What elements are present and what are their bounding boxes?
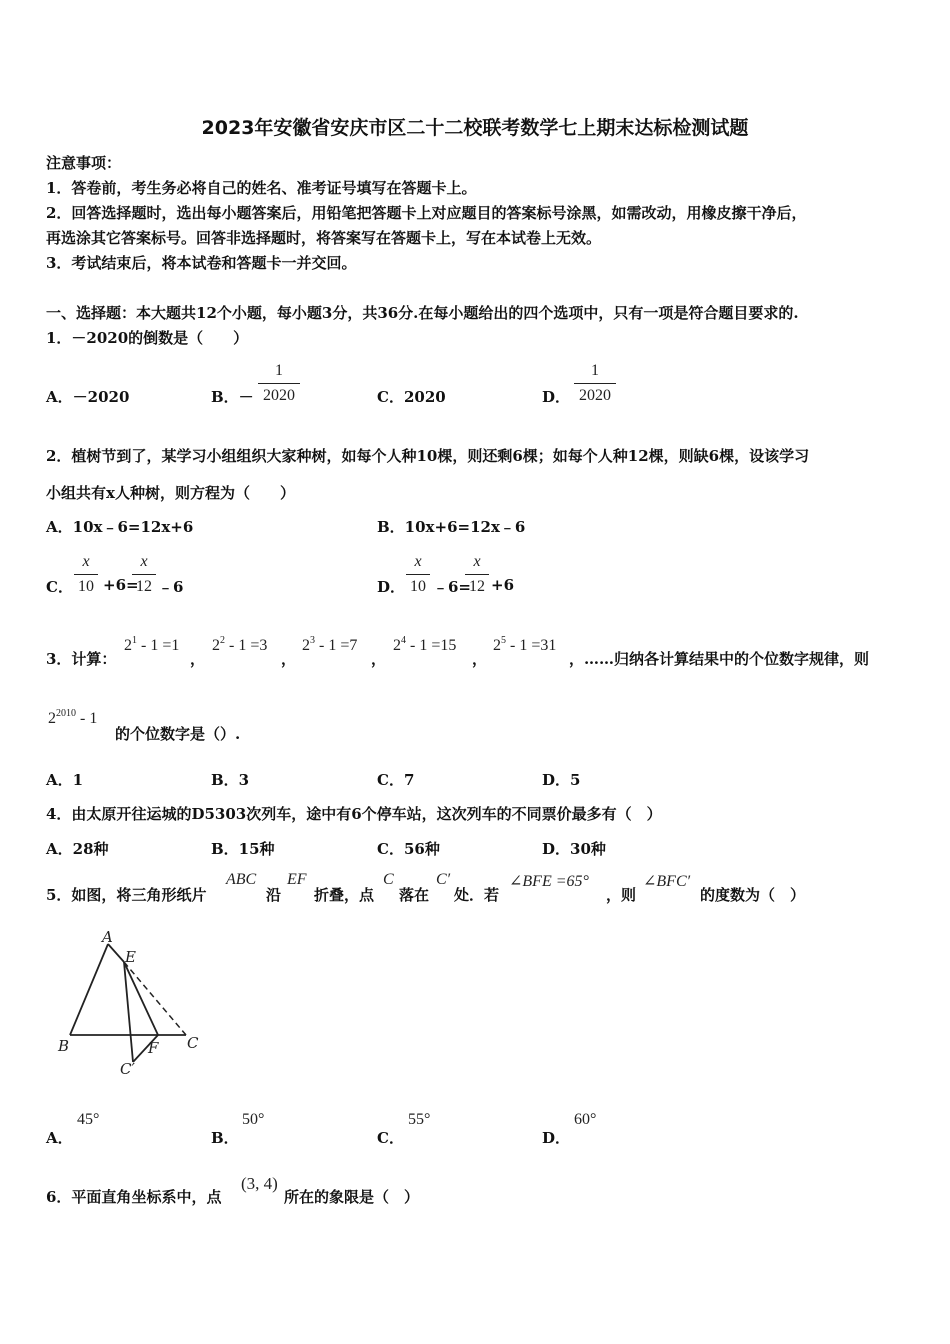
- fraction-denominator: 10: [78, 578, 94, 595]
- q5-option-b-value: 50°: [242, 1111, 265, 1128]
- fraction-numerator: 1: [275, 362, 283, 379]
- q3-expression-1: [124, 637, 179, 655]
- fraction-numerator: x: [140, 553, 148, 570]
- base: 2: [212, 637, 220, 654]
- fraction-numerator: 1: [591, 362, 599, 379]
- q3-sep-2: ，: [281, 650, 297, 668]
- q4-option-b: B．15种: [211, 840, 275, 858]
- q2-c-end: ﹣6: [158, 578, 184, 596]
- q3-label: 3．计算：: [46, 650, 117, 668]
- fraction-bar: [132, 574, 156, 575]
- q6-text-1: 6．平面直角坐标系中，点: [46, 1188, 222, 1206]
- label-b: B: [58, 1037, 70, 1055]
- q3-option-a: A．1: [46, 771, 84, 789]
- base: 2: [48, 710, 56, 727]
- q2-stem-line2: 小组共有x人种树，则方程为（ ）: [46, 484, 295, 502]
- q2-c-middle: +6=: [103, 576, 139, 594]
- q1-option-b-fraction: [258, 361, 300, 406]
- fraction-denominator: 12: [469, 578, 485, 595]
- q2-option-d-label: D．: [377, 578, 406, 596]
- notice-item-2: 2．回答选择题时，选出每小题答案后，用铅笔把答题卡上对应题目的答案标号涂黑，如需改动，用橡皮擦干净后，: [46, 204, 807, 222]
- base: 2: [393, 637, 401, 654]
- q5-text-1: 5．如图，将三角形纸片: [46, 886, 207, 904]
- q5-angle-bfe: ∠BFE =65°: [509, 873, 589, 890]
- q5-triangle-abc: ABC: [226, 871, 257, 888]
- exponent: 3: [310, 635, 315, 646]
- q2-c-fraction-1: [74, 552, 98, 597]
- q3-expression-4: [393, 637, 456, 655]
- q2-option-a: A．10x﹣6=12x+6: [46, 518, 194, 536]
- label-e: E: [125, 948, 136, 966]
- q3-expression-5: [493, 637, 556, 655]
- q5-text-3: 折叠，点: [314, 886, 375, 904]
- q5-point-c: C: [383, 871, 394, 888]
- fraction-bar: [74, 574, 98, 575]
- tail: - 1 =1: [141, 637, 180, 654]
- tail: - 1 =3: [229, 637, 268, 654]
- q5-segment-ef: EF: [287, 871, 307, 888]
- tail: - 1 =7: [319, 637, 358, 654]
- segment-ae: [108, 944, 124, 962]
- q3-option-c: C．7: [377, 771, 415, 789]
- q3-sep-3: ，: [371, 650, 387, 668]
- q5-option-c-value: 55°: [408, 1111, 431, 1128]
- fraction-numerator: x: [82, 553, 90, 570]
- q1-option-b-label: B．－: [211, 388, 254, 406]
- q5-point-c-prime: C′: [436, 871, 451, 888]
- fraction-denominator: 2020: [579, 387, 611, 404]
- q2-d-end: +6: [491, 576, 515, 594]
- q4-option-d: D．30种: [542, 840, 606, 858]
- exponent: 1: [132, 635, 137, 646]
- q3-expression-3: [302, 637, 357, 655]
- segment-ab: [70, 944, 108, 1035]
- q3-tail-text: ，……归纳各计算结果中的个位数字规律，则: [569, 650, 870, 668]
- q5-option-a-value: 45°: [77, 1111, 100, 1128]
- q1-stem: 1．－2020的倒数是（ ）: [46, 329, 249, 347]
- exponent: 5: [501, 635, 506, 646]
- q3-option-d: D．5: [542, 771, 581, 789]
- q1-option-a: A．－2020: [46, 388, 130, 406]
- label-c-prime: C′: [120, 1060, 135, 1078]
- notice-item-3: 3．考试结束后，将本试卷和答题卡一并交回。: [46, 254, 357, 272]
- q6-text-2: 所在的象限是（ ）: [284, 1188, 420, 1206]
- q4-option-c: C．56种: [377, 840, 440, 858]
- exponent: 4: [401, 635, 406, 646]
- label-a: A: [102, 928, 113, 946]
- q1-option-d-fraction: [574, 361, 616, 406]
- fraction-bar: [574, 383, 616, 384]
- q4-option-a: A．28种: [46, 840, 109, 858]
- q5-text-4: 落在: [399, 886, 430, 904]
- q3-sep-1: ，: [190, 650, 206, 668]
- tail: - 1 =15: [410, 637, 457, 654]
- q5-triangle-figure: [48, 924, 218, 1084]
- q4-stem: 4．由太原开往运城的D5303次列车，途中有6个停车站，这次列车的不同票价最多有（ ）: [46, 805, 662, 823]
- fraction-numerator: x: [414, 553, 422, 570]
- fraction-numerator: x: [473, 553, 481, 570]
- notice-item-1: 1．答卷前，考生务必将自己的姓名、准考证号填写在答题卡上。: [46, 179, 477, 197]
- q1-option-d-label: D．: [542, 388, 571, 406]
- fraction-bar: [406, 574, 430, 575]
- base: 2: [124, 637, 132, 654]
- notice-item-2-cont: 再选涂其它答案标号。回答非选择题时，将答案写在答题卡上，写在本试卷上无效。: [46, 229, 602, 247]
- q3-sep-4: ，: [472, 650, 488, 668]
- q2-d-middle: ﹣6=: [433, 578, 472, 596]
- exponent: 2010: [56, 708, 76, 719]
- q2-stem-line1: 2．植树节到了，某学习小组组织大家种树，如每个人种10棵，则还剩6棵；如每个人种12棵，则缺6棵，设该学习: [46, 447, 810, 465]
- tail: - 1: [80, 710, 98, 727]
- q3-expression-2: [212, 637, 267, 655]
- fraction-denominator: 12: [136, 578, 152, 595]
- label-f: F: [148, 1039, 159, 1057]
- fraction-denominator: 2020: [263, 387, 295, 404]
- q5-text-5: 处．若: [454, 886, 500, 904]
- q5-text-2: 沿: [266, 886, 282, 904]
- notice-heading: 注意事项：: [46, 154, 122, 172]
- q2-d-fraction-1: [406, 552, 430, 597]
- q5-option-d-value: 60°: [574, 1111, 597, 1128]
- q5-option-b-label: B．: [211, 1129, 239, 1147]
- fraction-denominator: 10: [410, 578, 426, 595]
- section-heading: 一、选择题：本大题共12个小题，每小题3分，共36分.在每小题给出的四个选项中，只有一项是符合题目要求的.: [46, 304, 799, 322]
- base: 2: [493, 637, 501, 654]
- exponent: 2: [220, 635, 225, 646]
- page-title: 2023年安徽省安庆市区二十二校联考数学七上期末达标检测试题: [201, 117, 749, 139]
- q5-text-6: ，则: [606, 886, 637, 904]
- q5-text-7: 的度数为（ ）: [700, 886, 806, 904]
- q5-option-d-label: D．: [542, 1129, 571, 1147]
- q2-d-fraction-2: [465, 552, 489, 597]
- q1-option-c: C．2020: [377, 388, 446, 406]
- q2-option-c-label: C．: [46, 578, 73, 596]
- label-c: C: [187, 1034, 199, 1052]
- q5-option-c-label: C．: [377, 1129, 404, 1147]
- q3-line2: 的个位数字是（）.: [115, 725, 241, 743]
- dashed-ec: [124, 962, 186, 1035]
- tail: - 1 =31: [510, 637, 557, 654]
- q6-point: (3, 4): [241, 1174, 278, 1193]
- q5-angle-bfc-prime: ∠BFC′: [643, 873, 691, 890]
- base: 2: [302, 637, 310, 654]
- fraction-bar: [465, 574, 489, 575]
- q2-option-b: B．10x+6=12x﹣6: [377, 518, 526, 536]
- q5-option-a-label: A．: [46, 1129, 73, 1147]
- q3-target-expression: [48, 710, 97, 728]
- q2-c-fraction-2: [132, 552, 156, 597]
- fraction-bar: [258, 383, 300, 384]
- q3-option-b: B．3: [211, 771, 250, 789]
